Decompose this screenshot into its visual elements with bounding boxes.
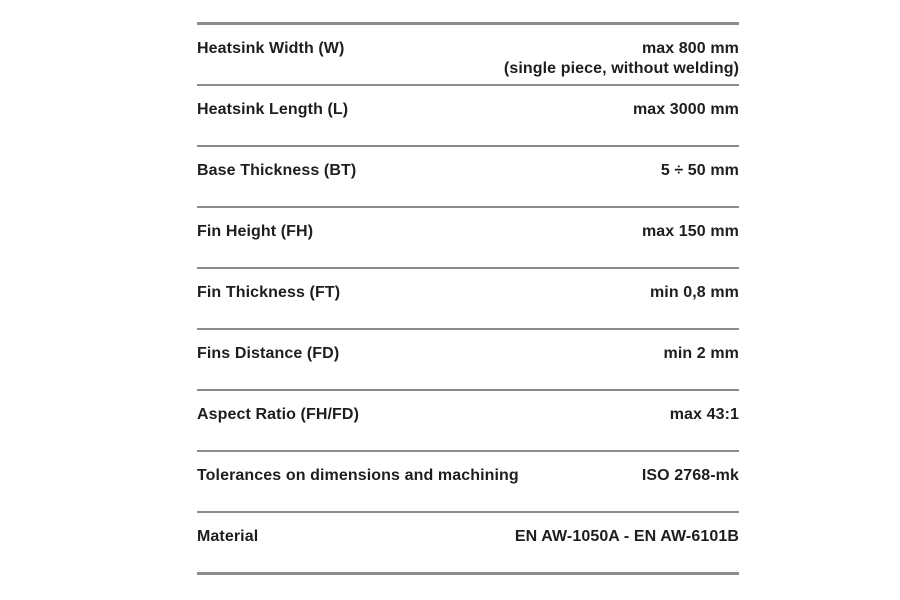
spec-value: min 0,8 mm [649, 284, 739, 301]
spec-value: EN AW-1050A - EN AW-6101B [514, 528, 739, 545]
spec-row-material [197, 513, 739, 572]
spec-label: Heatsink Length (L) [197, 101, 349, 118]
spec-value: ISO 2768-mk [641, 467, 739, 484]
spec-value [504, 39, 739, 79]
spec-row-base-thickness [197, 147, 739, 206]
spec-row-tolerances [197, 452, 739, 511]
spec-value: 5 ÷ 50 mm [660, 162, 739, 179]
spec-value: min 2 mm [663, 345, 739, 362]
spec-label: Fins Distance (FD) [197, 345, 340, 362]
spec-value: max 150 mm [641, 223, 739, 240]
spec-label: Fin Height (FH) [197, 223, 314, 240]
spec-row-aspect-ratio [197, 391, 739, 450]
spec-table [197, 22, 739, 575]
spec-label: Tolerances on dimensions and machining [197, 467, 519, 484]
spec-label: Material [197, 528, 259, 545]
spec-row-fin-thickness [197, 269, 739, 328]
spec-value-main: max 800 mm [641, 40, 739, 57]
spec-row-heatsink-length [197, 86, 739, 145]
table-bottom-rule [197, 572, 739, 575]
spec-value: max 43:1 [669, 406, 739, 423]
spec-label: Aspect Ratio (FH/FD) [197, 406, 359, 423]
spec-row-heatsink-width [197, 25, 739, 84]
spec-row-fin-height [197, 208, 739, 267]
spec-label: Heatsink Width (W) [197, 40, 345, 57]
spec-value-note: (single piece, without welding) [503, 60, 739, 77]
spec-label: Fin Thickness (FT) [197, 284, 341, 301]
spec-row-fins-distance [197, 330, 739, 389]
spec-value: max 3000 mm [632, 101, 739, 118]
spec-label: Base Thickness (BT) [197, 162, 357, 179]
